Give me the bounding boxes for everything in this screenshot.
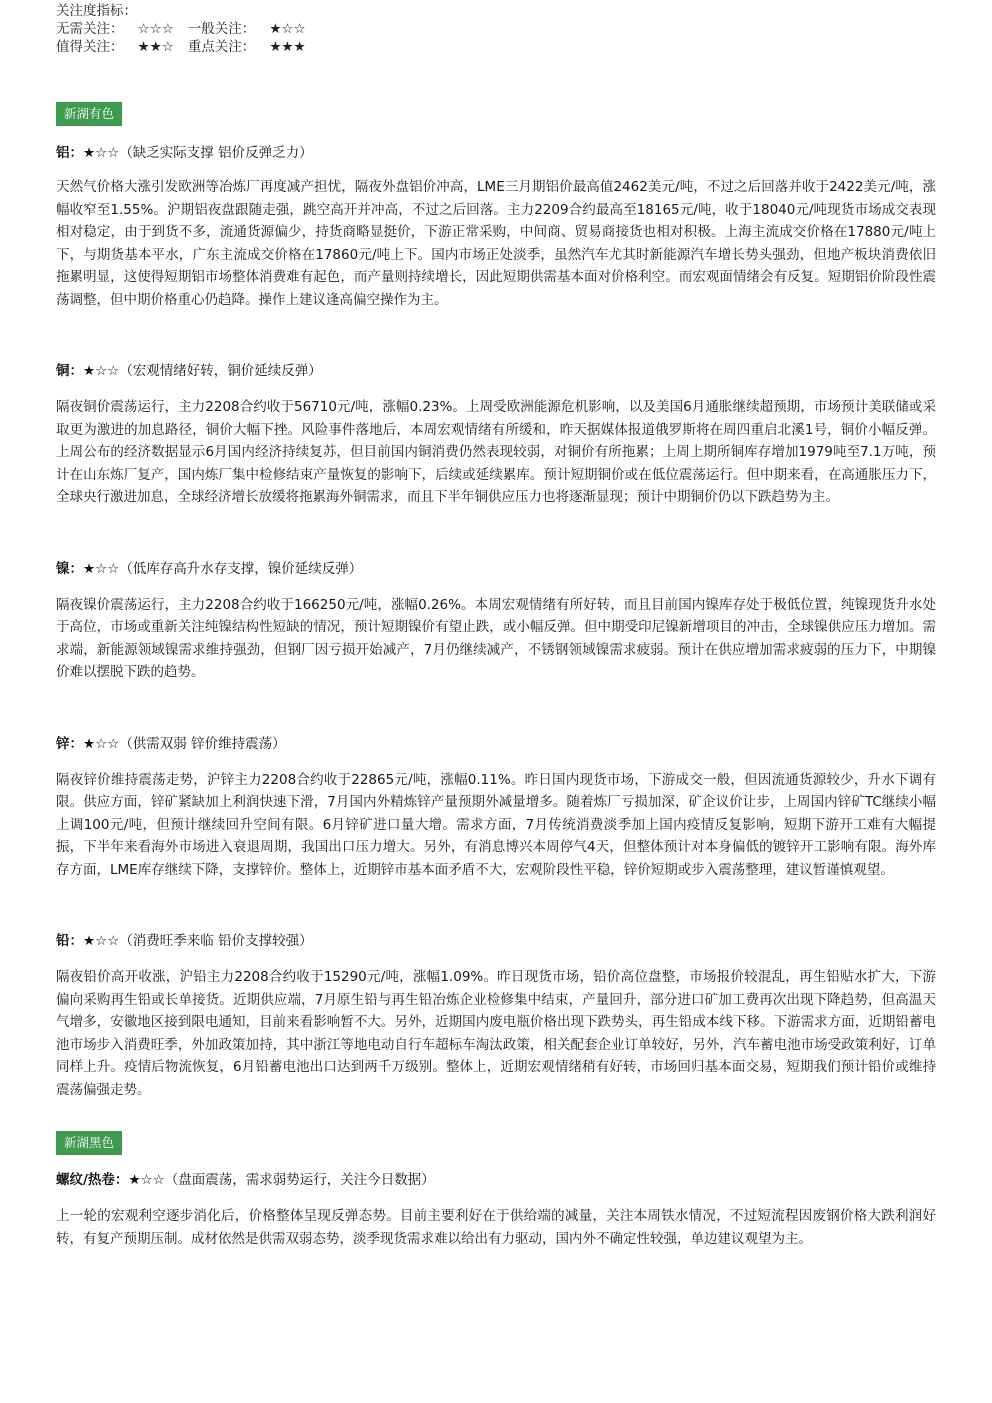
attention-stars: ★☆☆: [83, 933, 120, 949]
commodity-analysis: 隔夜镍价震荡运行，主力2208合约收于166250元/吨，涨幅0.26%。本周宏观情绪有所好转，而且目前国内镍库存处于极低位置，纯镍现货升水处于高位，市场或重新关注纯镍结构性短缺的情况，预计短期镍价有望止跌，或小幅反弹。但中期受印尼镍新增项目的冲击，全球镍供应压力增加。需求端，新能源领域镍需求维持强劲，但钢厂因亏损开始减产，7月仍继续减产，不锈钢领域镍需求疲弱。预计在供应增加需求疲弱的压力下，中期镍价难以摆脱下跌的趋势。: [56, 596, 936, 680]
commodity-summary: （缺乏实际支撑 铝价反弹乏力）: [119, 145, 313, 161]
commodity-name: 铝：: [56, 145, 83, 161]
commodity-summary: （宏观情绪好转，铜价延续反弹）: [119, 363, 322, 379]
commodity-summary: （低库存高升水存支撑，镍价延续反弹）: [119, 560, 363, 577]
commodity-analysis: 隔夜锌价维持震荡走势，沪锌主力2208合约收于22865元/吨，涨幅0.11%。昨日国内现货市场，下游成交一般，但因流通货源较少，升水下调有限。供应方面，锌矿紧缺加上利润快速下滑，7月国内外精炼锌产量预期外减量增多。随着炼厂亏损加深，矿企议价让步，上周国内锌矿TC继续小幅上调100元/吨，但预计继续回升空间有限。6月锌矿进口量大增。需求方面，7月传统消费淡季加上国内疫情反复影响，短期下游开工难有大幅提振，下半年来看海外市场进入衰退周期，我国出口压力增大。另外，有消息博兴本周停气4天，但整体预计对本身偏低的镀锌开工影响有限。海外库存方面，LME库存继续下降，支撑锌价。整体上，近期锌市基本面矛盾不大，宏观阶段性平稳，锌价短期或步入震荡整理，建议暂谨慎观望。: [56, 771, 936, 878]
commodity-name: 锌：: [56, 735, 83, 752]
legend-stars-worth: ★★☆: [137, 39, 174, 55]
commodity-heading: [56, 362, 936, 380]
legend-label-worth: 值得关注：: [56, 39, 124, 55]
legend-row: [56, 20, 936, 38]
legend-stars-key: ★★★: [269, 39, 306, 55]
commodity-analysis: 天然气价格大涨引发欧洲等冶炼厂再度减产担忧，隔夜外盘铝价冲高，LME三月期铝价最高值2462美元/吨，不过之后回落并收于2422美元/吨，涨幅收窄至1.55%。沪期铝夜盘跟随走强，跳空高开并冲高，不过之后回落。主力2209合约最高至18165元/吨，收于18040元/吨现货市场成交表现相对稳定，由于到货不多，流通货源偏少，持货商略显挺价，下游正常采购，中间商、贸易商接货也相对积极。上海主流成交价格在17880元/吨上下，与期货基本平水，广东主流成交价格在17860元/吨上下。国内市场正处淡季，虽然汽车尤其时新能源汽车增长势头强劲，但地产板块消费依旧拖累明显，这使得短期铝市场整体消费难有起色，而产量则持续增长，因此短期供需基本面对价格利空。而宏观面情绪会有反复。短期铝价阶段性震荡调整，但中期价格重心仍趋降。操作上建议逢高偏空操作为主。: [56, 179, 936, 308]
attention-stars: ★☆☆: [83, 145, 120, 161]
legend-stars-none: ☆☆☆: [137, 21, 174, 37]
commodity-summary: （供需双弱 锌价维持震荡）: [119, 735, 286, 752]
legend-title: 关注度指标：: [56, 3, 137, 19]
section-ferrous: [56, 1101, 936, 1250]
commodity-heading: [56, 144, 936, 162]
commodity-analysis: 上一轮的宏观利空逐步消化后，价格整体呈现反弹态势。目前主要利好在于供给端的减量，关注本周铁水情况，不过短流程因废钢价格大跌利润好转，有复产预期压制。成材依然是供需双弱态势，淡季现货需求难以给出有力驱动，国内外不确定性较强，单边建议观望为主。: [56, 1208, 936, 1247]
commodity-heading: [56, 735, 936, 753]
attention-stars: ★☆☆: [128, 1172, 165, 1188]
commodity-zinc: [56, 735, 936, 882]
commodity-name: 铜：: [56, 363, 83, 379]
section-nonferrous: [56, 56, 936, 1101]
attention-stars: ★☆☆: [83, 560, 120, 577]
legend-label-key: 重点关注：: [187, 39, 256, 55]
attention-stars: ★☆☆: [83, 363, 120, 379]
section-tag: 新湖有色: [56, 102, 122, 126]
section-tag: 新湖黑色: [56, 1131, 122, 1155]
report-page: [56, 0, 936, 1250]
attention-stars: ★☆☆: [83, 735, 120, 752]
commodity-heading: [56, 1171, 936, 1189]
commodity-name: 螺纹/热卷：: [56, 1172, 129, 1188]
commodity-analysis: 隔夜铜价震荡运行，主力2208合约收于56710元/吨，涨幅0.23%。上周受欧洲能源危机影响，以及美国6月通胀继续超预期，市场预计美联储或采取更为激进的加息路径，铜价大幅下挫。风险事件落地后，本周宏观情绪有所缓和，昨天据媒体报道俄罗斯将在周四重启北溪1号，铜价小幅反弹。上周公布的经济数据显示6月国内经济持续复苏，但目前国内铜消费仍然表现较弱，对铜价有所拖累；上周上期所铜库存增加1979吨至7.1万吨，预计在山东炼厂复产，国内炼厂集中检修结束产量恢复的影响下，后续或延续累库。预计短期铜价或在低位震荡运行。但中期来看，在高通胀压力下，全球央行激进加息，全球经济增长放缓将拖累海外铜需求，而且下半年铜供应压力也将逐渐显现；预计中期铜价仍以下跌趋势为主。: [56, 399, 936, 505]
commodity-lead: [56, 932, 936, 1101]
commodity-heading: [56, 932, 936, 950]
legend-stars-general: ★☆☆: [269, 21, 306, 37]
legend-label-none: 无需关注：: [56, 21, 124, 37]
commodity-name: 铅：: [56, 933, 83, 949]
legend-label-general: 一般关注：: [187, 21, 256, 37]
commodity-rebar-hrc: [56, 1171, 936, 1250]
legend-row: [56, 38, 936, 56]
commodity-name: 镍：: [56, 560, 83, 577]
commodity-copper: [56, 362, 936, 509]
commodity-summary: （消费旺季来临 铅价支撑较强）: [119, 933, 313, 949]
commodity-aluminum: [56, 144, 936, 311]
commodity-analysis: 隔夜铅价高开收涨，沪铅主力2208合约收于15290元/吨，涨幅1.09%。昨日现货市场，铅价高位盘整，市场报价较混乱，再生铅贴水扩大，下游偏向采购再生铅或长单接货。近期供应端，7月原生铅与再生铅冶炼企业检修集中结束，产量回升，部分进口矿加工费再次出现下降趋势，但高温天气增多，安徽地区接到限电通知，目前来看影响暂不大。另外，近期国内废电瓶价格出现下跌势头，再生铅成本线下移。下游需求方面，近期铅蓄电池市场步入消费旺季，外加政策加持，其中浙江等地电动自行车超标车淘汰政策，相关配套企业订单较好，另外，汽车蓄电池市场受政策利好，订单同样上升。疫情后物流恢复，6月铅蓄电池出口达到两千万级别。整体上，近期宏观情绪稍有好转，市场回归基本面交易，短期我们预计铅价或维持震荡偏强走势。: [56, 969, 936, 1098]
commodity-heading: [56, 560, 936, 578]
attention-legend: [56, 2, 936, 56]
commodity-nickel: [56, 560, 936, 684]
commodity-summary: （盘面震荡，需求弱势运行，关注今日数据）: [164, 1172, 435, 1188]
